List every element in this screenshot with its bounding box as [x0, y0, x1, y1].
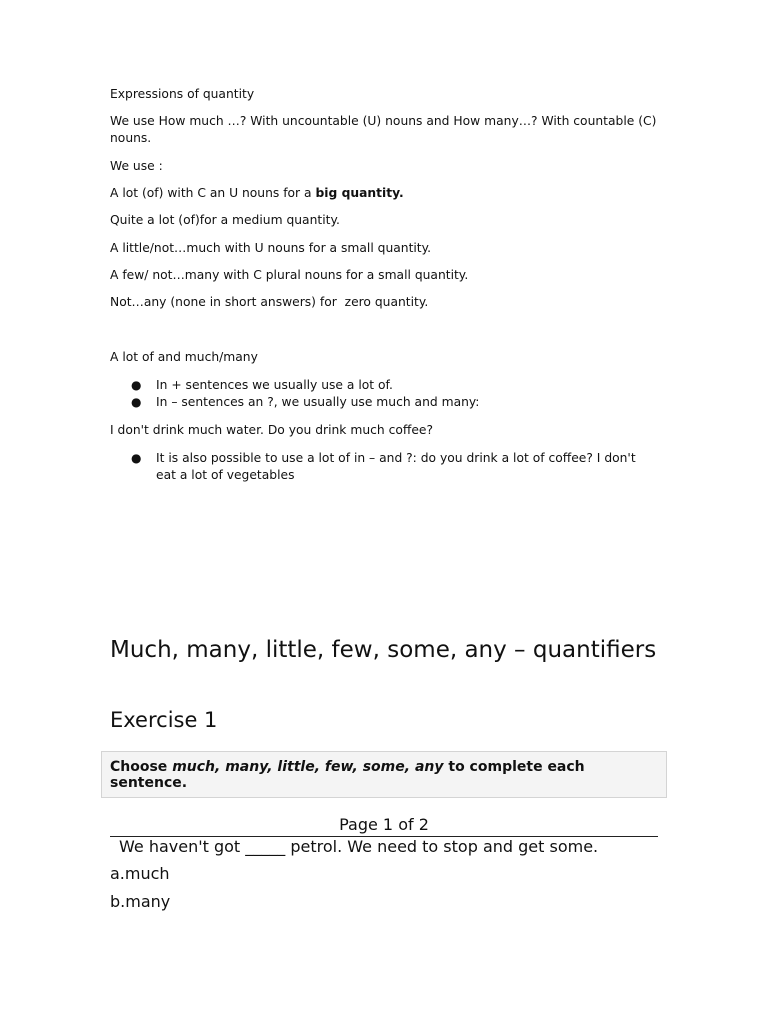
rule-big-quantity-text: A lot (of) with C an U nouns for a [110, 186, 316, 200]
example-sentence: I don't drink much water. Do you drink much coffee? [110, 423, 433, 437]
bullet-list-2 [110, 450, 658, 484]
answer-option-b[interactable]: b.many [110, 892, 171, 911]
exercise-title: Much, many, little, few, some, any – quantifiers [110, 637, 657, 663]
question-text: We haven't got _____ petrol. We need to stop and get some. [119, 837, 599, 856]
subheading: A lot of and much/many [110, 350, 258, 364]
list-item [110, 394, 658, 411]
list-item-text: In – sentences an ?, we usually use much and many: [156, 395, 480, 409]
answer-option-a[interactable]: a.much [110, 864, 170, 883]
rule-zero-quantity: Not…any (none in short answers) for zero quantity. [110, 295, 429, 309]
rule-big-quantity-bold: big quantity. [315, 186, 404, 200]
list-item-text: In + sentences we usually use a lot of. [156, 378, 393, 392]
we-use-label: We use : [110, 159, 163, 173]
exercise-name: Exercise 1 [110, 708, 218, 732]
rule-big-quantity [110, 185, 404, 202]
instruction-box [101, 751, 667, 798]
instruction-text: Choose [110, 759, 173, 775]
bullet-icon: ● [131, 395, 142, 409]
page-number: Page 1 of 2 [339, 815, 429, 834]
instruction-quantifiers: much, many, little, few, some, any [172, 759, 444, 775]
rule-medium-quantity: Quite a lot (of)for a medium quantity. [110, 213, 340, 227]
rule-small-quantity-c: A few/ not…many with C plural nouns for a small quantity. [110, 268, 469, 282]
section-heading: Expressions of quantity [110, 87, 255, 101]
bullet-icon: ● [131, 378, 142, 392]
bullet-list [110, 377, 658, 411]
rule-small-quantity-u: A little/not…much with U nouns for a small quantity. [110, 241, 432, 255]
list-item [110, 377, 658, 394]
list-item-text: It is also possible to use a lot of in – and ?: do you drink a lot of coffee? I don't eat a lot of vegetables [156, 451, 636, 482]
bullet-icon: ● [131, 451, 142, 465]
instruction-text-end: to complete each sentence. [110, 759, 585, 791]
intro-paragraph: We use How much …? With uncountable (U) nouns and How many…? With countable (C) nouns. [110, 114, 657, 145]
list-item [110, 450, 658, 484]
